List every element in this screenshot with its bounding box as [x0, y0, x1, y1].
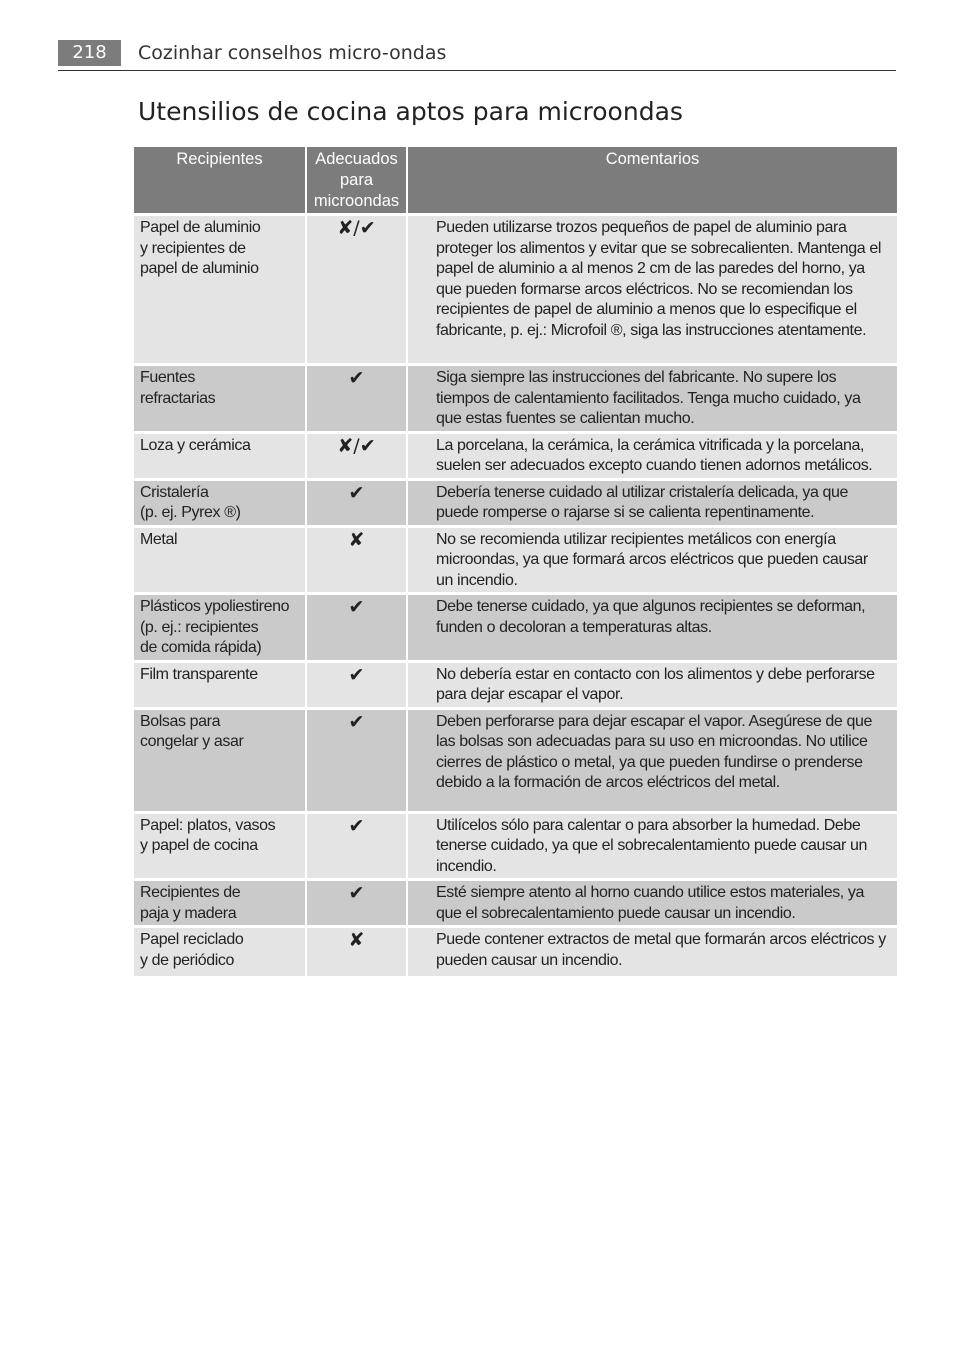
container-cell: Film transparente — [134, 663, 305, 707]
header-title: Cozinhar conselhos micro-ondas — [138, 42, 447, 64]
section-title: Utensilios de cocina aptos para microondas — [138, 97, 683, 126]
container-cell: Papel reciclado y de periódico — [134, 928, 305, 976]
suitability-mark: ✔ — [305, 595, 406, 660]
table-row — [134, 595, 897, 660]
container-cell: Cristalería (p. ej. Pyrex ®) — [134, 481, 305, 525]
comment-cell: Esté siempre atento al horno cuando utilice estos materiales, ya que el sobrecalentamiento puede causar un incendio. — [406, 881, 897, 925]
container-cell: Bolsas para congelar y asar — [134, 710, 305, 811]
comment-cell: Debe tenerse cuidado, ya que algunos recipientes se deforman, funden o decoloran a temperaturas altas. — [406, 595, 897, 660]
table-row — [134, 663, 897, 707]
table-row — [134, 528, 897, 593]
table-row — [134, 434, 897, 478]
page-number: 218 — [58, 40, 121, 66]
table-row — [134, 366, 897, 431]
microwave-utensils-table — [134, 144, 897, 979]
container-cell: Metal — [134, 528, 305, 593]
comment-cell: Puede contener extractos de metal que formarán arcos eléctricos y pueden causar un incendio. — [406, 928, 897, 976]
column-header-recipientes: Recipientes — [134, 147, 305, 213]
container-cell: Fuentes refractarias — [134, 366, 305, 431]
table-row — [134, 814, 897, 879]
comment-cell: Deben perforarse para dejar escapar el vapor. Asegúrese de que las bolsas son adecuadas para su uso en microondas. No utilice cierres de plástico o metal, ya que pueden fundirse o prenderse debido a la formación de arcos eléctricos del metal. — [406, 710, 897, 811]
suitability-mark: ✘ — [305, 528, 406, 593]
table-row — [134, 710, 897, 811]
table-row — [134, 481, 897, 525]
comment-cell: Utilícelos sólo para calentar o para absorber la humedad. Debe tenerse cuidado, ya que el sobrecalentamiento puede causar un incendio. — [406, 814, 897, 879]
container-cell: Papel de aluminio y recipientes de papel de aluminio — [134, 216, 305, 363]
column-header-comentarios: Comentarios — [406, 147, 897, 213]
suitability-mark: ✔ — [305, 663, 406, 707]
table-body — [134, 216, 897, 976]
comment-cell: La porcelana, la cerámica, la cerámica vitrificada y la porcelana, suelen ser adecuados excepto cuando tienen adornos metálicos. — [406, 434, 897, 478]
suitability-mark: ✔ — [305, 366, 406, 431]
table-row — [134, 881, 897, 925]
suitability-mark: ✔ — [305, 481, 406, 525]
container-cell: Papel: platos, vasos y papel de cocina — [134, 814, 305, 879]
comment-cell: Siga siempre las instrucciones del fabricante. No supere los tiempos de calentamiento facilitados. Tenga mucho cuidado, ya que estas fuentes se calientan mucho. — [406, 366, 897, 431]
suitability-mark: ✘ — [305, 928, 406, 976]
table-header-row — [134, 147, 897, 213]
container-cell: Plásticos ypoliestireno (p. ej.: recipientes de comida rápida) — [134, 595, 305, 660]
table-row — [134, 928, 897, 976]
suitability-mark: ✘/✔ — [305, 434, 406, 478]
comment-cell: Debería tenerse cuidado al utilizar cristalería delicada, ya que puede romperse o rajarse si se calienta repentinamente. — [406, 481, 897, 525]
suitability-mark: ✔ — [305, 814, 406, 879]
comment-cell: Pueden utilizarse trozos pequeños de papel de aluminio para proteger los alimentos y evitar que se sobrecalienten. Mantenga el papel de aluminio a al menos 2 cm de las paredes del horno, ya que pueden formarse arcos eléctricos. No se recomiendan los recipientes de papel de aluminio a menos que lo especifique el fabricante, p. ej.: Microfoil ®, siga las instrucciones atentamente. — [406, 216, 897, 363]
column-header-adecuados: Adecuados para microondas — [305, 147, 406, 213]
container-cell: Loza y cerámica — [134, 434, 305, 478]
suitability-mark: ✘/✔ — [305, 216, 406, 363]
suitability-mark: ✔ — [305, 710, 406, 811]
comment-cell: No se recomienda utilizar recipientes metálicos con energía microondas, ya que formará arcos eléctricos que pueden causar un incendio. — [406, 528, 897, 593]
table-row — [134, 216, 897, 363]
comment-cell: No debería estar en contacto con los alimentos y debe perforarse para dejar escapar el vapor. — [406, 663, 897, 707]
container-cell: Recipientes de paja y madera — [134, 881, 305, 925]
page-header — [58, 40, 896, 71]
suitability-mark: ✔ — [305, 881, 406, 925]
